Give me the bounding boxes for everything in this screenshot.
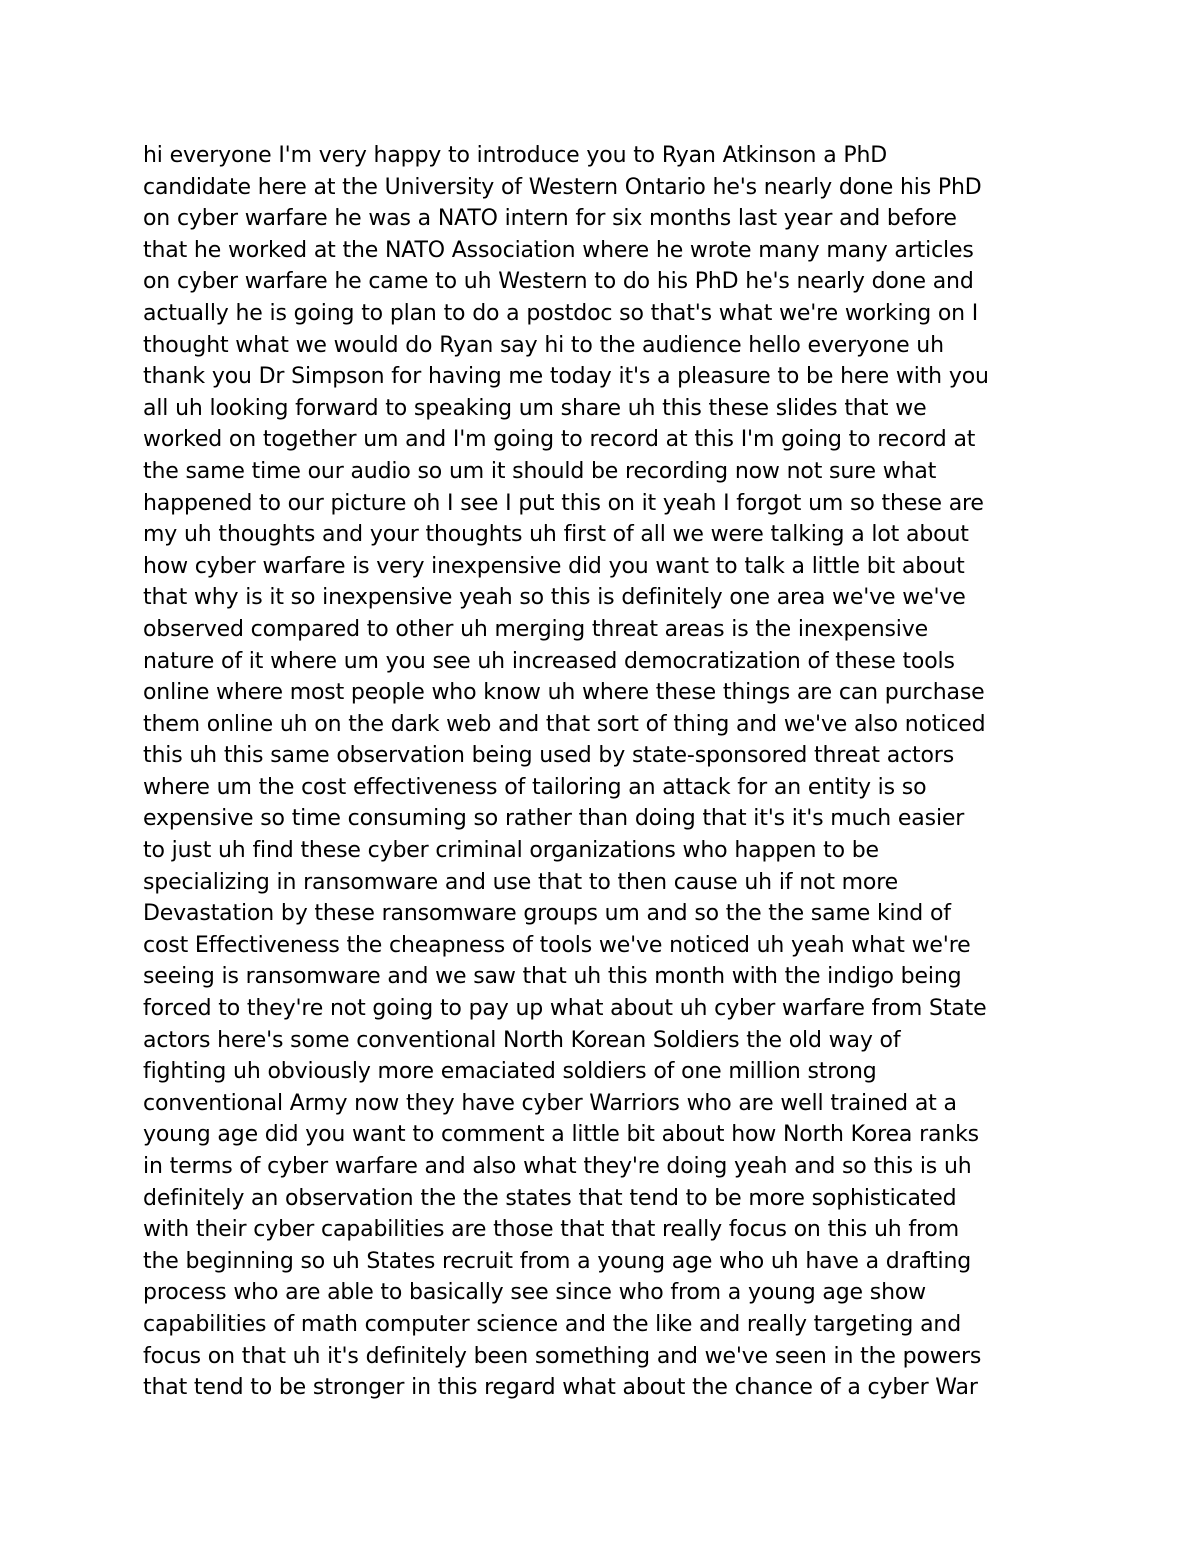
text-line: that why is it so inexpensive yeah so this is definitely one area we've we've: [143, 585, 966, 611]
text-line: seeing is ransomware and we saw that uh this month with the indigo being: [143, 964, 962, 990]
text-line: that he worked at the NATO Association where he wrote many many articles: [143, 237, 974, 263]
text-line: Devastation by these ransomware groups um and so the the same kind of: [143, 901, 951, 927]
transcript-body: [143, 140, 1103, 1404]
text-line: in terms of cyber warfare and also what they're doing yeah and so this is uh: [143, 1154, 972, 1179]
text-line: definitely an observation the the states that tend to be more sophisticated: [143, 1185, 957, 1211]
text-line: focus on that uh it's definitely been something and we've seen in the powers: [143, 1343, 982, 1369]
text-line: nature of it where um you see uh increased democratization of these tools: [143, 648, 955, 674]
text-line: expensive so time consuming so rather than doing that it's it's much easier: [143, 806, 965, 832]
text-line: happened to our picture oh I see I put this on it yeah I forgot um so these are: [143, 490, 984, 516]
text-line: fighting uh obviously more emaciated soldiers of one million strong: [143, 1059, 877, 1085]
text-line: to just uh find these cyber criminal organizations who happen to be: [143, 838, 879, 864]
text-line: observed compared to other uh merging threat areas is the inexpensive: [143, 616, 929, 642]
text-line: conventional Army now they have cyber Warriors who are well trained at a: [143, 1090, 957, 1116]
text-line: online where most people who know uh where these things are can purchase: [143, 680, 985, 706]
text-line: where um the cost effectiveness of tailoring an attack for an entity is so: [143, 774, 927, 800]
text-line: on cyber warfare he came to uh Western to do his PhD he's nearly done and: [143, 269, 974, 295]
text-line: that tend to be stronger in this regard what about the chance of a cyber War: [143, 1375, 978, 1401]
text-line: on cyber warfare he was a NATO intern for six months last year and before: [143, 206, 957, 232]
text-line: specializing in ransomware and use that to then cause uh if not more: [143, 869, 899, 895]
text-line: candidate here at the University of Western Ontario he's nearly done his PhD: [143, 174, 982, 200]
text-line: how cyber warfare is very inexpensive did you want to talk a little bit about: [143, 553, 965, 579]
text-line: hi everyone I'm very happy to introduce you to Ryan Atkinson a PhD: [143, 143, 888, 168]
text-line: the same time our audio so um it should be recording now not sure what: [143, 458, 937, 484]
text-line: the beginning so uh States recruit from a young age who uh have a drafting: [143, 1248, 972, 1274]
text-line: thank you Dr Simpson for having me today it's a pleasure to be here with you: [143, 364, 989, 390]
text-line: actors here's some conventional North Korean Soldiers the old way of: [143, 1027, 901, 1053]
text-line: with their cyber capabilities are those that that really focus on this uh from: [143, 1217, 959, 1243]
text-line: cost Effectiveness the cheapness of tools we've noticed uh yeah what we're: [143, 932, 971, 958]
text-line: thought what we would do Ryan say hi to the audience hello everyone uh: [143, 332, 944, 358]
text-line: young age did you want to comment a little bit about how North Korea ranks: [143, 1122, 979, 1148]
text-line: forced to they're not going to pay up what about uh cyber warfare from State: [143, 996, 987, 1022]
text-line: capabilities of math computer science and the like and really targeting and: [143, 1311, 962, 1337]
text-line: them online uh on the dark web and that sort of thing and we've also noticed: [143, 711, 986, 737]
text-line: process who are able to basically see since who from a young age show: [143, 1280, 927, 1306]
text-line: actually he is going to plan to do a postdoc so that's what we're working on I: [143, 300, 979, 326]
text-line: this uh this same observation being used by state-sponsored threat actors: [143, 743, 955, 769]
text-line: all uh looking forward to speaking um share uh this these slides that we: [143, 395, 927, 421]
text-line: worked on together um and I'm going to record at this I'm going to record at: [143, 427, 976, 453]
text-line: my uh thoughts and your thoughts uh first of all we were talking a lot about: [143, 522, 969, 548]
